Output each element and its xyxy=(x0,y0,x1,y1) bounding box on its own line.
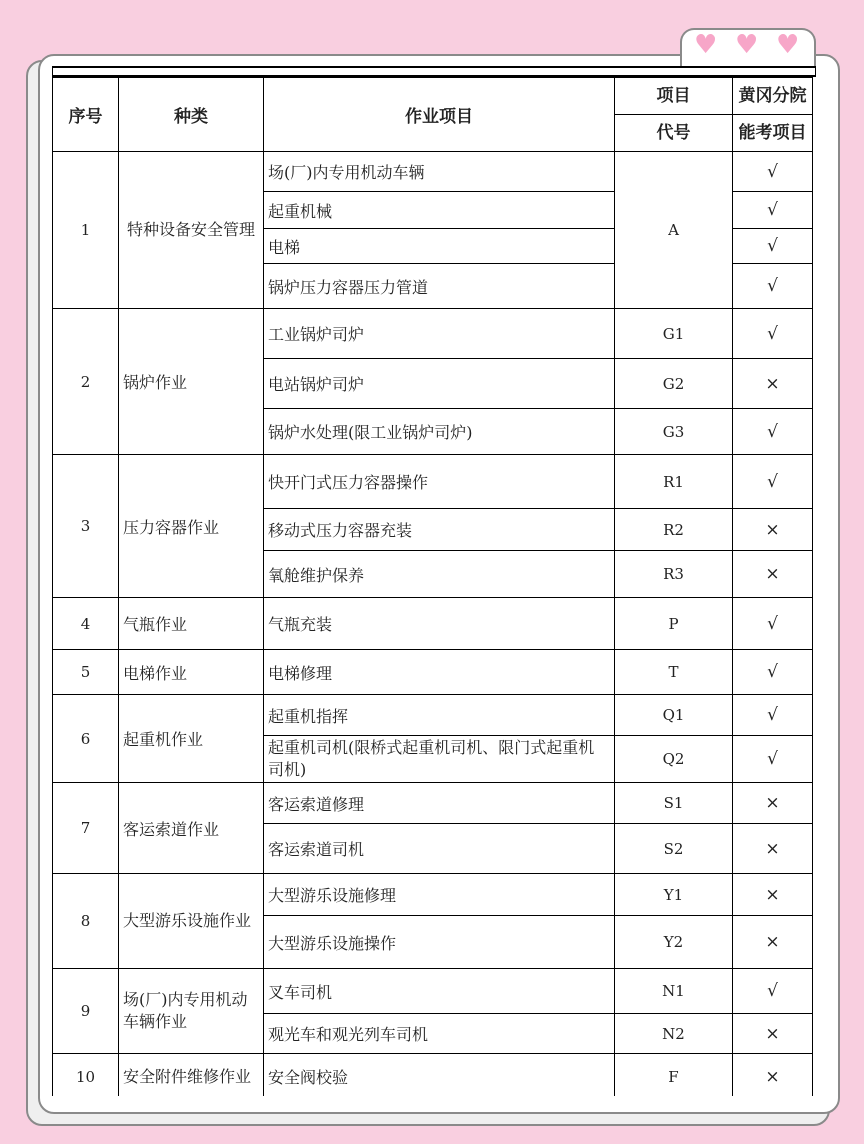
item-cell: 电站锅炉司炉 xyxy=(264,359,615,409)
item-cell: 锅炉压力容器压力管道 xyxy=(264,264,615,309)
category-cell: 安全附件维修作业 xyxy=(119,1054,264,1097)
seq-cell: 5 xyxy=(53,650,119,695)
item-cell: 电梯修理 xyxy=(264,650,615,695)
item-cell: 大型游乐设施操作 xyxy=(264,916,615,969)
availability-mark: √ xyxy=(733,229,813,264)
availability-mark: √ xyxy=(733,309,813,359)
availability-mark: √ xyxy=(733,969,813,1014)
availability-mark: × xyxy=(733,1014,813,1054)
availability-mark: √ xyxy=(733,152,813,192)
item-cell: 锅炉水处理(限工业锅炉司炉) xyxy=(264,409,615,455)
availability-mark: √ xyxy=(733,409,813,455)
availability-mark: × xyxy=(733,916,813,969)
category-cell: 压力容器作业 xyxy=(119,455,264,598)
document-content xyxy=(52,66,816,1096)
availability-mark: √ xyxy=(733,192,813,229)
item-cell: 快开门式压力容器操作 xyxy=(264,455,615,509)
availability-mark: × xyxy=(733,509,813,551)
code-cell: G2 xyxy=(615,359,733,409)
code-cell: S2 xyxy=(615,824,733,874)
seq-cell: 8 xyxy=(53,874,119,969)
item-cell: 起重机指挥 xyxy=(264,695,615,736)
code-cell: Q2 xyxy=(615,736,733,783)
exam-items-table xyxy=(52,77,813,1096)
header-seq: 序号 xyxy=(53,78,119,152)
item-cell: 移动式压力容器充装 xyxy=(264,509,615,551)
code-cell: S1 xyxy=(615,783,733,824)
table-row xyxy=(53,969,813,1014)
code-cell: N1 xyxy=(615,969,733,1014)
category-cell: 客运索道作业 xyxy=(119,783,264,874)
seq-cell: 6 xyxy=(53,695,119,783)
availability-mark: √ xyxy=(733,455,813,509)
item-cell: 安全阀校验 xyxy=(264,1054,615,1097)
code-cell: Y2 xyxy=(615,916,733,969)
table-row xyxy=(53,1054,813,1097)
code-cell: P xyxy=(615,598,733,650)
category-cell: 特种设备安全管理 xyxy=(119,152,264,309)
table-top-border xyxy=(52,66,816,77)
code-cell: Q1 xyxy=(615,695,733,736)
availability-mark: × xyxy=(733,359,813,409)
code-cell: F xyxy=(615,1054,733,1097)
availability-mark: × xyxy=(733,1054,813,1097)
category-cell: 气瓶作业 xyxy=(119,598,264,650)
category-cell: 大型游乐设施作业 xyxy=(119,874,264,969)
category-cell: 起重机作业 xyxy=(119,695,264,783)
seq-cell: 1 xyxy=(53,152,119,309)
heart-icon: ♥ xyxy=(776,30,800,60)
availability-mark: × xyxy=(733,874,813,916)
code-cell: R2 xyxy=(615,509,733,551)
seq-cell: 7 xyxy=(53,783,119,874)
availability-mark: × xyxy=(733,551,813,598)
item-cell: 场(厂)内专用机动车辆 xyxy=(264,152,615,192)
seq-cell: 9 xyxy=(53,969,119,1054)
seq-cell: 2 xyxy=(53,309,119,455)
category-cell: 锅炉作业 xyxy=(119,309,264,455)
code-cell: G3 xyxy=(615,409,733,455)
heart-icon: ♥ xyxy=(735,30,759,60)
header-row xyxy=(53,78,813,152)
seq-cell: 4 xyxy=(53,598,119,650)
item-cell: 电梯 xyxy=(264,229,615,264)
availability-mark: √ xyxy=(733,650,813,695)
seq-cell: 10 xyxy=(53,1054,119,1097)
code-cell: G1 xyxy=(615,309,733,359)
code-cell: R1 xyxy=(615,455,733,509)
table-row xyxy=(53,650,813,695)
code-cell: T xyxy=(615,650,733,695)
table-row xyxy=(53,874,813,916)
item-cell: 起重机械 xyxy=(264,192,615,229)
availability-mark: × xyxy=(733,824,813,874)
item-cell: 起重机司机(限桥式起重机司机、限门式起重机司机) xyxy=(264,736,615,783)
code-cell: Y1 xyxy=(615,874,733,916)
item-cell: 工业锅炉司炉 xyxy=(264,309,615,359)
item-cell: 客运索道修理 xyxy=(264,783,615,824)
item-cell: 观光车和观光列车司机 xyxy=(264,1014,615,1054)
item-cell: 气瓶充装 xyxy=(264,598,615,650)
category-cell: 电梯作业 xyxy=(119,650,264,695)
header-category: 种类 xyxy=(119,78,264,152)
header-code: 项目 代号 xyxy=(615,78,733,152)
code-cell: A xyxy=(615,152,733,309)
table-row xyxy=(53,455,813,509)
code-cell: N2 xyxy=(615,1014,733,1054)
table-row xyxy=(53,152,813,192)
table-row xyxy=(53,783,813,824)
availability-mark: √ xyxy=(733,736,813,783)
header-availability: 黄冈分院 能考项目 xyxy=(733,78,813,152)
availability-mark: √ xyxy=(733,695,813,736)
item-cell: 客运索道司机 xyxy=(264,824,615,874)
heart-icon: ♥ xyxy=(694,30,718,60)
category-cell: 场(厂)内专用机动车辆作业 xyxy=(119,969,264,1054)
table-row xyxy=(53,695,813,736)
availability-mark: √ xyxy=(733,598,813,650)
table-row xyxy=(53,309,813,359)
seq-cell: 3 xyxy=(53,455,119,598)
availability-mark: × xyxy=(733,783,813,824)
header-item: 作业项目 xyxy=(264,78,615,152)
availability-mark: √ xyxy=(733,264,813,309)
item-cell: 叉车司机 xyxy=(264,969,615,1014)
table-row xyxy=(53,598,813,650)
code-cell: R3 xyxy=(615,551,733,598)
item-cell: 大型游乐设施修理 xyxy=(264,874,615,916)
item-cell: 氧舱维护保养 xyxy=(264,551,615,598)
